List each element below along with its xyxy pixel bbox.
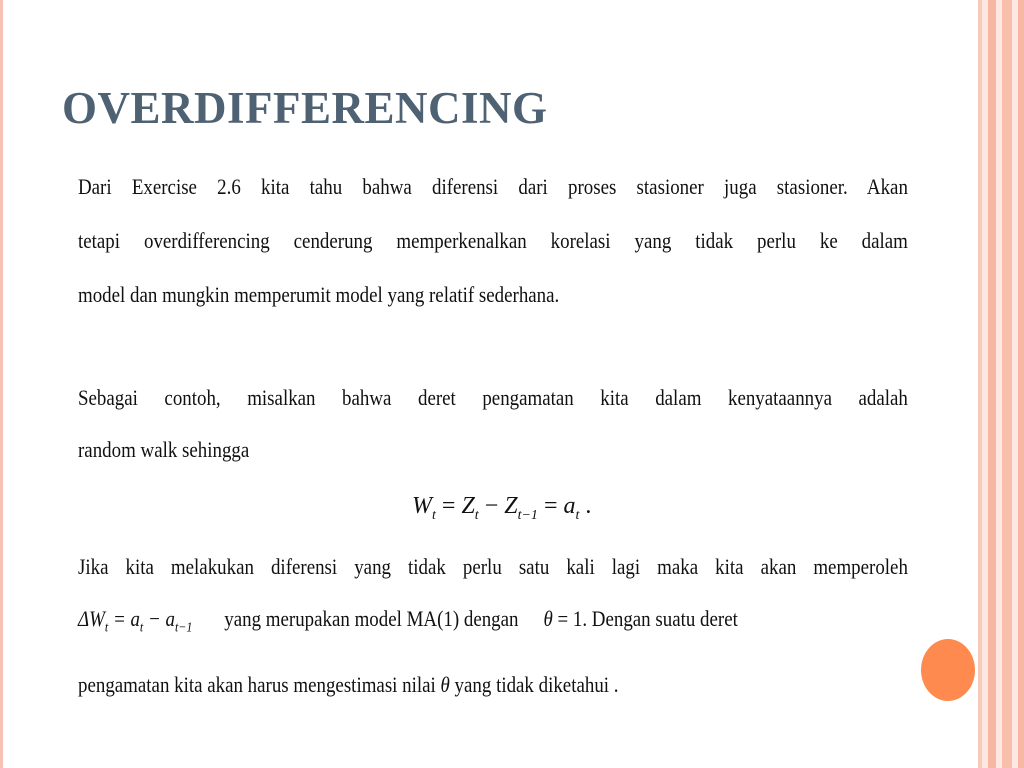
- theta-symbol: θ: [543, 606, 553, 631]
- paragraph-2-line-2: random walk sehingga: [78, 437, 250, 462]
- right-stripe: [1002, 0, 1012, 768]
- paragraph-1-line-3: model dan mungkin memperumit model yang relatif sederhana.: [78, 282, 560, 307]
- estimate-text-end: yang tidak diketahui: [454, 672, 610, 697]
- paragraph-1-line-2: tetapi overdifferencing cenderung memperkenalkan korelasi yang tidak perlu ke dalam: [78, 228, 908, 253]
- paragraph-3-line-1: Jika kita melakukan diferensi yang tidak perlu satu kali lagi maka kita akan memperoleh: [78, 554, 908, 579]
- paragraph-3-line-3: [78, 672, 792, 698]
- ma1-text: yang merupakan model MA(1) dengan: [224, 606, 519, 631]
- right-stripe: [988, 0, 996, 768]
- left-border-decoration: [0, 0, 6, 768]
- delta-w-formula: $\Delta W_t = a_t - a_{t-1}$: [78, 606, 193, 636]
- theta-symbol: θ: [440, 672, 450, 697]
- slide-title: OVERDIFFERENCING: [62, 83, 548, 133]
- ma1-text-end: = 1. Dengan suatu deret: [557, 606, 738, 631]
- paragraph-3-line-2: [78, 606, 908, 636]
- right-stripe: [1018, 0, 1024, 768]
- paragraph-2-line-1: Sebagai contoh, misalkan bahwa deret pengamatan kita dalam kenyataannya adalah: [78, 385, 908, 410]
- estimate-text: pengamatan kita akan harus mengestimasi nilai: [78, 672, 436, 697]
- paragraph-1-line-1: Dari Exercise 2.6 kita tahu bahwa diferensi dari proses stasioner juga stasioner. Akan: [78, 174, 908, 199]
- random-walk-equation: $W_t = Z_t - Z_{t-1} = a_t$ .: [412, 493, 592, 523]
- estimate-period: .: [613, 672, 619, 697]
- accent-circle: [921, 639, 975, 701]
